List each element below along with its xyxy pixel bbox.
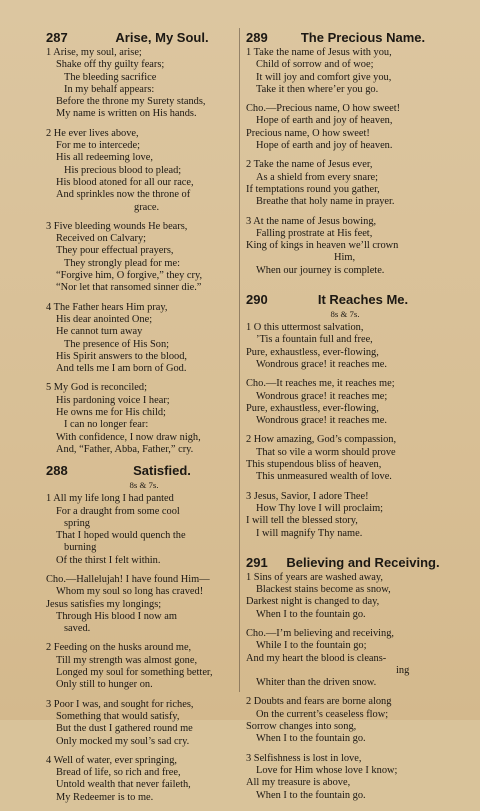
verse-line: 1 Take the name of Jesus with you, [246, 47, 392, 58]
verse-line: Only still to hunger on. [56, 679, 153, 691]
verse-line: But the dust I gathered round me [56, 723, 193, 735]
chorus-line: Cho.—It reaches me, it reaches me; [246, 378, 395, 390]
hymn-287-verse-2 [46, 128, 242, 214]
hymn-288-verse-1 [46, 493, 242, 567]
verse-line: On the current’s ceaseless flow; [256, 708, 389, 720]
hymn-name: It Reaches Me. [317, 292, 409, 308]
verse-line: As a shield from every snare; [256, 171, 379, 183]
verse-line: Shake off thy guilty fears; [56, 59, 165, 71]
hymn-288-verse-3 [46, 699, 242, 748]
hymn-number: 289 [246, 30, 268, 45]
verse-line: Of the thirst I felt within. [56, 554, 161, 566]
verse-line: His blood atoned for all our race, [56, 176, 194, 188]
verse-line: When I to the fountain go. [256, 608, 366, 620]
verse-line: 4 Well of water, ever springing, [46, 754, 177, 766]
verse-line: Before the throne my Surety stands, [56, 96, 206, 108]
chorus-line: Whom my soul so long has craved! [56, 586, 204, 598]
verse-line: If temptations round you gather, [246, 183, 380, 195]
verse-line: Bread of life, so rich and free, [56, 767, 181, 779]
chorus-line: Cho.—Precious name, O how sweet! [246, 103, 401, 115]
verse-line: It will joy and comfort give you, [256, 71, 392, 83]
verse-line: 1 Arise, my soul, arise; [46, 47, 142, 58]
verse-line: For a draught from some cool [56, 505, 180, 517]
hymn-291-title [246, 555, 444, 571]
verse-line: He owns me for His child; [56, 407, 166, 419]
verse-line: King of kings in heaven we’ll crown [246, 240, 399, 252]
hymn-289-title [246, 30, 444, 46]
verse-line: Falling prostrate at His feet, [256, 227, 373, 239]
verse-line: Received on Calvary; [56, 233, 147, 245]
verse-line: Pure, exhaustless, ever-flowing, [246, 346, 379, 358]
verse-line: This unmeasured wealth of love. [256, 471, 392, 483]
verse-line: Blackest stains become as snow, [256, 584, 391, 596]
hymn-291-verse-2 [246, 696, 444, 745]
verse-line: His precious blood to plead; [64, 164, 182, 176]
hymn-288-title [46, 463, 242, 479]
verse-line: In my behalf appears: [64, 83, 155, 95]
verse-line: Breathe that holy name in prayer. [256, 196, 395, 208]
hymn-288-chorus [46, 574, 242, 635]
verse-line: When I to the fountain go. [256, 733, 366, 745]
verse-line: When our journey is complete. [256, 264, 385, 276]
verse-line: 3 Poor I was, and sought for riches, [46, 698, 194, 710]
verse-line: grace. [134, 201, 160, 213]
verse-line: Love for Him whose love I know; [256, 764, 398, 776]
verse-line: Sorrow changes into song, [246, 721, 357, 733]
verse-line: 4 The Father hears Him pray, [46, 301, 168, 313]
hymn-287-verse-3 [46, 221, 242, 295]
chorus-line: ing [396, 664, 410, 676]
hymn-number: 287 [46, 30, 68, 45]
verse-line: With confidence, I now draw nigh, [56, 431, 201, 443]
chorus-line: Cho.—Hallelujah! I have found Him— [46, 573, 210, 585]
chorus-line: Whiter than the driven snow. [256, 677, 377, 689]
hymn-290-verse-2 [246, 434, 444, 483]
chorus-line: Through His blood I now am [56, 610, 177, 622]
right-column [246, 30, 444, 809]
verse-line: 3 At the name of Jesus bowing, [246, 215, 377, 227]
hymn-289-verse-3 [246, 216, 444, 277]
chorus-line: Wondrous grace! it reaches me. [256, 415, 388, 427]
hymn-number: 288 [46, 463, 68, 479]
hymn-290-title [246, 292, 444, 308]
verse-line: “Forgive him, O forgive,” they cry, [56, 270, 203, 282]
hymn-name: Arise, My Soul. [115, 30, 209, 45]
hymn-290-verse-3 [246, 491, 444, 540]
verse-line: The bleeding sacrifice [64, 71, 157, 83]
hymn-287-verse-4 [46, 302, 242, 376]
verse-line: Something that would satisfy, [56, 710, 180, 722]
verse-line: For me to intercede; [56, 140, 140, 152]
hymn-meter: 8s & 7s. [129, 480, 159, 491]
hymn-287-title [46, 30, 242, 46]
spacer [246, 284, 444, 292]
verse-line: How Thy love I will proclaim; [256, 502, 384, 514]
verse-line: 2 Feeding on the husks around me, [46, 642, 192, 654]
verse-line: I will magnify Thy name. [256, 527, 363, 539]
verse-line: Untold wealth that never faileth, [56, 779, 191, 791]
verse-line: Darkest night is changed to day, [246, 596, 380, 608]
hymn-289-verse-2 [246, 159, 444, 208]
verse-line: Child of sorrow and of woe; [256, 59, 374, 71]
verse-line: All my treasure is above, [246, 777, 351, 789]
chorus-line: And my heart the blood is cleans- [246, 652, 387, 664]
verse-line: 2 How amazing, God’s compassion, [246, 434, 397, 446]
chorus-line: Precious name, O how sweet! [246, 127, 370, 139]
verse-line: Take it then where’er you go. [256, 83, 379, 95]
hymn-291-verse-3 [246, 753, 444, 802]
verse-line: 2 Take the name of Jesus ever, [246, 159, 373, 171]
verse-line: burning [64, 542, 97, 554]
verse-line: 2 He ever lives above, [46, 127, 139, 139]
hymn-291-verse-1 [246, 572, 444, 621]
left-column [46, 30, 242, 811]
verse-line: And sprinkles now the throne of [56, 189, 191, 201]
chorus-line: saved. [64, 623, 91, 635]
hymn-name: The Precious Name. [300, 30, 426, 45]
verse-line: His Spirit answers to the blood, [56, 350, 188, 362]
verse-line: His dear anointed One; [56, 313, 153, 325]
chorus-line: Wondrous grace! it reaches me; [256, 390, 388, 402]
verse-line: The presence of His Son; [64, 338, 170, 350]
hymn-name: Believing and Receiving. [286, 554, 440, 570]
hymn-290-chorus [246, 378, 444, 427]
hymn-287-verse-5 [46, 382, 242, 456]
verse-line: They strongly plead for me: [64, 257, 180, 269]
verse-line: And, “Father, Abba, Father,” cry. [56, 443, 194, 455]
chorus-line: Pure, exhaustless, ever-flowing, [246, 402, 379, 414]
hymn-289-chorus [246, 103, 444, 152]
spacer [246, 547, 444, 555]
verse-line: That so vile a worm should prove [256, 446, 396, 458]
verse-line: My Redeemer is to me. [56, 791, 154, 803]
verse-line: They pour effectual prayers, [56, 245, 174, 257]
verse-line: That I hoped would quench the [56, 530, 186, 542]
verse-line: 3 Jesus, Savior, I adore Thee! [246, 490, 369, 502]
hymn-289-verse-1 [246, 47, 444, 96]
verse-line: His pardoning voice I hear; [56, 394, 170, 406]
verse-line: 1 All my life long I had panted [46, 493, 174, 505]
verse-line: 1 O this uttermost salvation, [246, 322, 364, 334]
verse-line: Him, [334, 252, 356, 264]
verse-line: Longed my soul for something better, [56, 667, 213, 679]
verse-line: “Nor let that ransomed sinner die.” [56, 282, 202, 294]
verse-line: 3 Five bleeding wounds He bears, [46, 220, 188, 232]
hymn-291-chorus [246, 628, 444, 689]
verse-line: Only mocked my soul’s sad cry. [56, 735, 190, 747]
verse-line: ’Tis a fountain full and free, [256, 334, 373, 346]
verse-line: spring [64, 517, 90, 529]
hymn-meter: 8s & 7s. [330, 309, 360, 320]
verse-line: My name is written on His hands. [56, 108, 197, 120]
verse-line: Wondrous grace! it reaches me. [256, 358, 388, 370]
hymn-number: 290 [246, 292, 268, 308]
verse-line: I can no longer fear: [64, 419, 149, 431]
verse-line: 2 Doubts and fears are borne along [246, 696, 392, 708]
verse-line: Till my strength was almost gone, [56, 654, 198, 666]
verse-line: And tells me I am born of God. [56, 363, 187, 375]
chorus-line: Hope of earth and joy of heaven. [256, 140, 393, 152]
hymn-287-verse-1 [46, 47, 242, 121]
hymn-290-verse-1 [246, 322, 444, 371]
chorus-line: Hope of earth and joy of heaven, [256, 115, 393, 127]
verse-line: His all redeeming love, [56, 152, 153, 164]
verse-line: When I to the fountain go. [256, 789, 366, 801]
chorus-line: While I to the fountain go; [256, 640, 367, 652]
hymn-name: Satisfied. [133, 463, 191, 479]
verse-line: 5 My God is reconciled; [46, 382, 147, 394]
verse-line: 3 Selfishness is lost in love, [246, 752, 362, 764]
verse-line: 1 Sins of years are washed away, [246, 571, 383, 583]
verse-line: He cannot turn away [56, 326, 143, 338]
chorus-line: Cho.—I’m believing and receiving, [246, 627, 395, 639]
verse-line: This stupendous bliss of heaven, [246, 459, 382, 471]
chorus-line: Jesus satisfies my longings; [46, 598, 162, 610]
hymn-288-verse-4 [46, 755, 242, 804]
hymn-number: 291 [246, 554, 268, 570]
hymn-288-verse-2 [46, 642, 242, 691]
verse-line: I will tell the blessed story, [246, 515, 358, 527]
